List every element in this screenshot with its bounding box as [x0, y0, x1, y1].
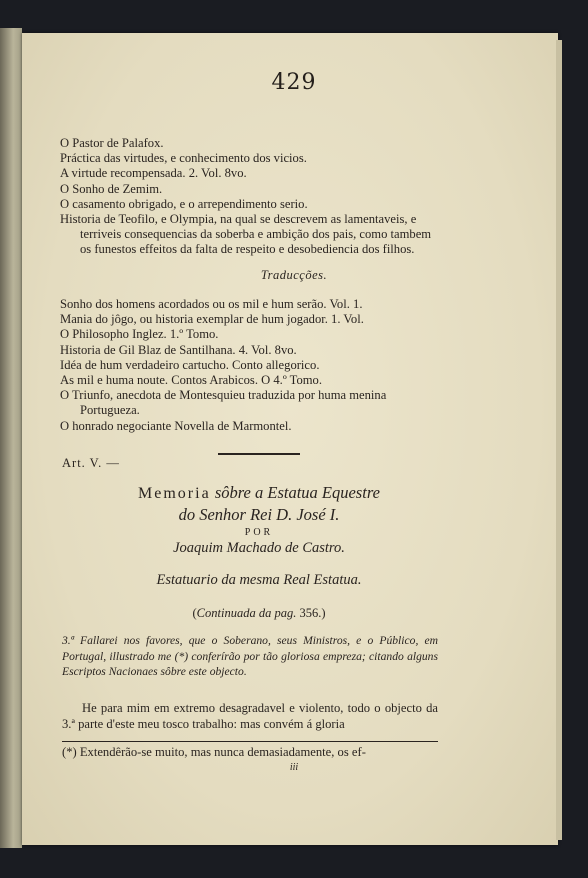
section-divider: [218, 453, 300, 455]
continued-note: [40, 606, 478, 621]
article-label: Art. V. —: [62, 456, 120, 470]
page-number: 429: [271, 70, 317, 95]
signature-mark: iii: [289, 762, 299, 773]
section-title: Traducções.: [260, 268, 328, 282]
footnote-rule: [62, 741, 438, 742]
list-item: O casamento obrigado, e o arrependimento serio.: [60, 196, 308, 211]
paragraph-italic: 3.ª Fallarei nos favores, que o Soberano, seus Ministros, e o Público, em Portugal, illustrado me (*) conferírão por tão gloriosa empreza; citando alguns Escriptos Nacionaes sôbre este objecto.: [62, 634, 438, 679]
list-item: As mil e huma noute. Contos Arabicos. O 4.º Tomo.: [60, 373, 322, 388]
translations-list: [60, 297, 438, 434]
list-item: O honrado negociante Novella de Marmontel.: [60, 418, 292, 433]
title-line2: do Senhor Rei D. José I.: [178, 505, 340, 524]
article-title: [40, 482, 478, 525]
list-item: Historia de Gil Blaz de Santilhana. 4. Vol. 8vo.: [60, 342, 297, 357]
list-item: Práctica das virtudes, e conhecimento dos vicios.: [60, 151, 307, 166]
list-item: Historia de Teofilo, e Olympia, na qual se descrevem as lamentaveis, e terriveis consequencias da soberba e ambição dos pais, como tambem os funestos effeitos da falta de respeito e desobediencia dos filhos.: [60, 212, 432, 257]
continued-open: (: [192, 606, 197, 620]
list-item: O Sonho de Zemim.: [60, 181, 163, 196]
author-role: Estatuario da mesma Real Estatua.: [156, 572, 362, 588]
list-item: Idéa de hum verdadeiro cartucho. Conto allegorico.: [60, 357, 320, 372]
list-item: O Philosopho Inglez. 1.º Tomo.: [60, 327, 219, 342]
author-name: Joaquim Machado de Castro.: [173, 540, 345, 556]
continued-text: Continuada da pag.: [196, 606, 297, 620]
page-right-edge: [556, 40, 562, 840]
title-rest: sôbre a Estatua Equestre: [214, 483, 380, 502]
list-item: O Triunfo, anecdota de Montesquieu traduzida por huma menina Portugueza.: [60, 388, 387, 418]
paragraph-body: He para mim em extremo desagradavel e violento, todo o objecto da 3.ª parte d'este meu tosco trabalho: mas convém á gloria: [62, 701, 438, 731]
list-item: Mania do jôgo, ou historia exemplar de hum jogador. 1. Vol.: [60, 312, 364, 327]
title-word: Memoria: [138, 485, 211, 502]
list-item: A virtude recompensada. 2. Vol. 8vo.: [60, 166, 247, 181]
list-item: Sonho dos homens acordados ou os mil e hum serão. Vol. 1.: [60, 297, 363, 311]
list-item: O Pastor de Palafox.: [60, 136, 164, 150]
byline-por: POR: [244, 527, 274, 538]
footnote: (*) Extendêrão-se muito, mas nunca demasiadamente, os ef-: [62, 745, 366, 759]
continued-page: 356.): [299, 606, 326, 620]
works-list: [60, 136, 438, 258]
adjacent-page-edge: [0, 28, 22, 848]
